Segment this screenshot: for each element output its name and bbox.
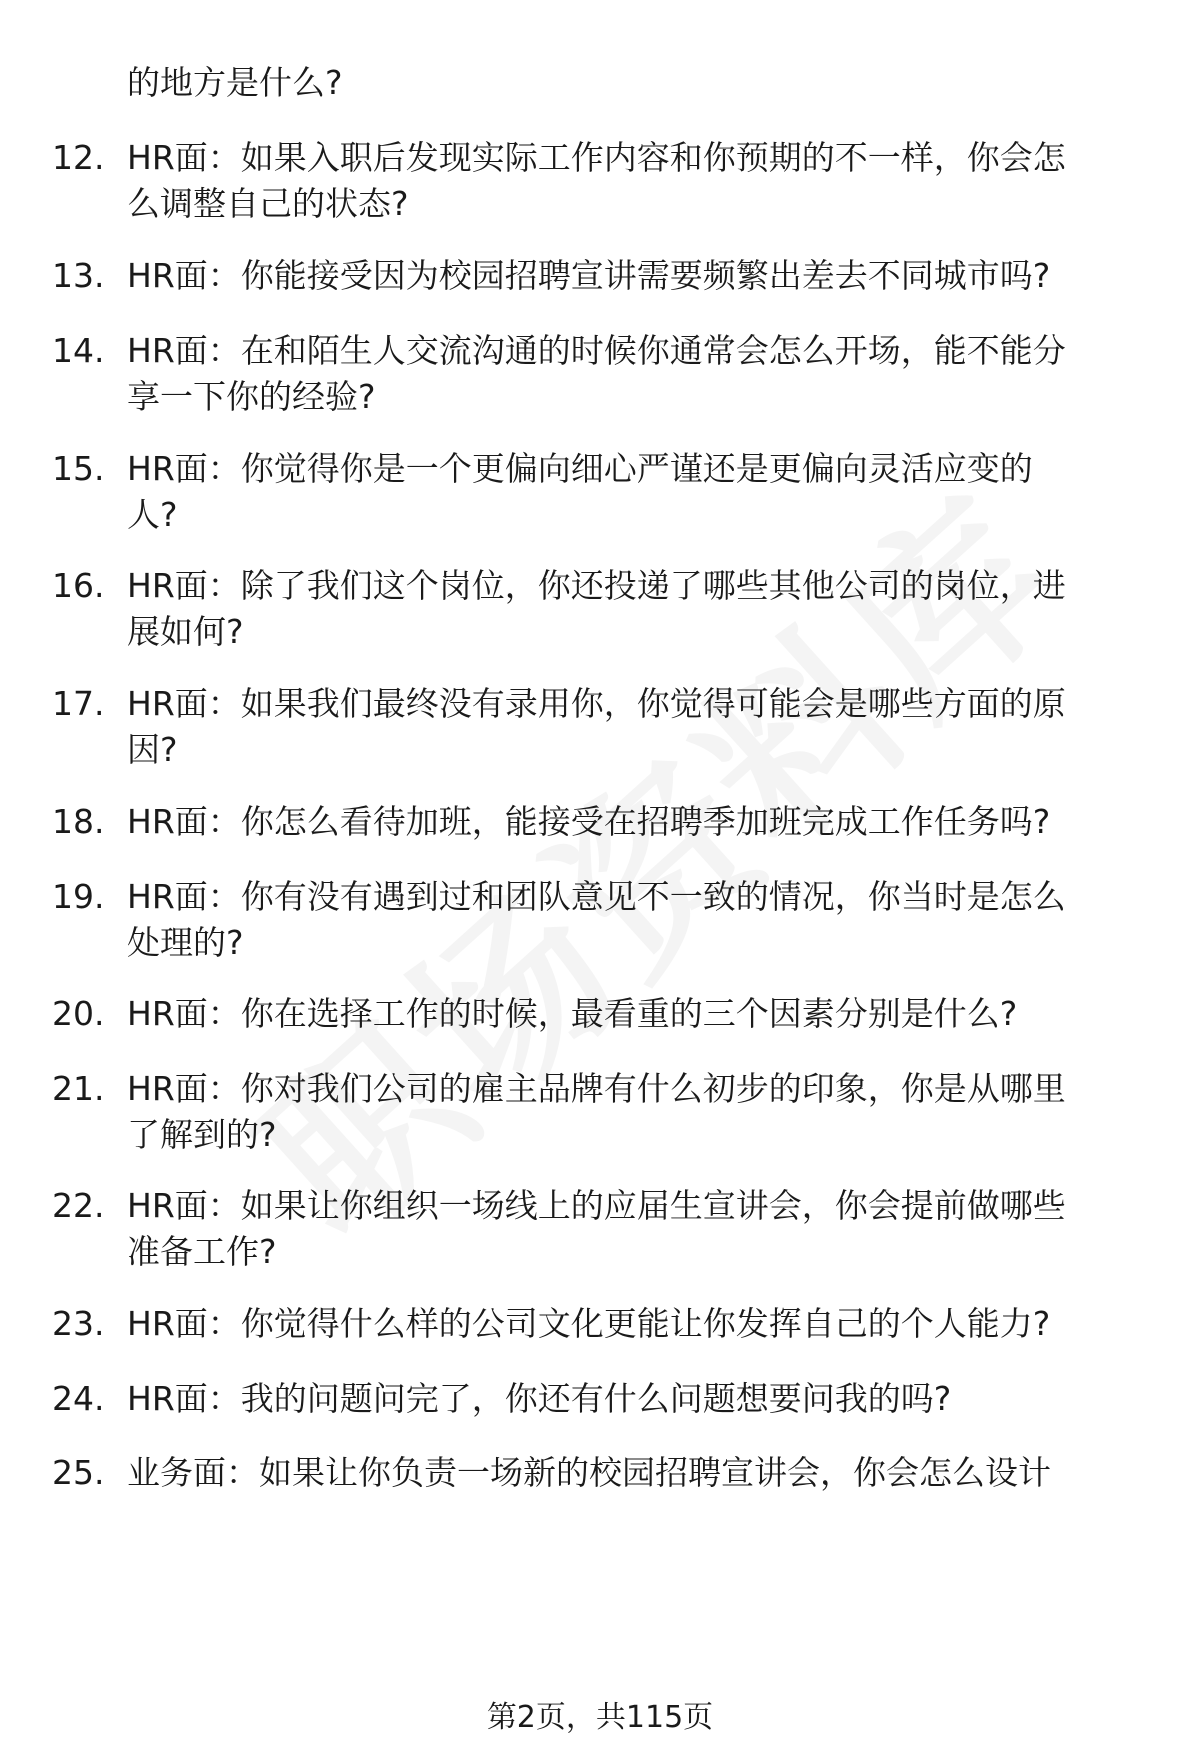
question-line: HR面：你对我们公司的雇主品牌有什么初步的印象，你是从哪里 xyxy=(127,1069,1066,1108)
question-line: 展如何? xyxy=(127,612,244,651)
question-text xyxy=(127,1376,1157,1422)
question-line: 么调整自己的状态? xyxy=(127,184,409,223)
question-number: 18. xyxy=(52,802,105,841)
question-line: HR面：你觉得什么样的公司文化更能让你发挥自己的个人能力? xyxy=(127,1304,1051,1343)
question-text xyxy=(127,1066,1157,1158)
question-line: HR面：在和陌生人交流沟通的时候你通常会怎么开场，能不能分 xyxy=(127,331,1066,370)
question-text xyxy=(127,135,1157,227)
question-text xyxy=(127,1301,1157,1347)
question-number: 23. xyxy=(52,1304,105,1343)
question-text xyxy=(127,563,1157,655)
question-number: 19. xyxy=(52,877,105,916)
watermark xyxy=(187,420,1113,1292)
question-line: HR面：如果入职后发现实际工作内容和你预期的不一样，你会怎 xyxy=(127,138,1066,177)
page-footer: 第2页，共115页 xyxy=(486,1700,714,1735)
question-line: 业务面：如果让你负责一场新的校园招聘宣讲会，你会怎么设计 xyxy=(127,1453,1051,1492)
question-text xyxy=(127,874,1157,966)
question-text xyxy=(127,1183,1157,1275)
question-line: HR面：你觉得你是一个更偏向细心严谨还是更偏向灵活应变的 xyxy=(127,449,1033,488)
question-line: 准备工作? xyxy=(127,1232,277,1271)
question-text xyxy=(127,1450,1157,1496)
question-text xyxy=(127,253,1157,299)
question-line: HR面：如果让你组织一场线上的应届生宣讲会，你会提前做哪些 xyxy=(127,1186,1066,1225)
question-number: 17. xyxy=(52,684,105,723)
question-text xyxy=(127,446,1157,538)
question-line: 享一下你的经验? xyxy=(127,377,376,416)
question-number: 16. xyxy=(52,566,105,605)
question-line: HR面：你能接受因为校园招聘宣讲需要频繁出差去不同城市吗? xyxy=(127,256,1051,295)
question-line: HR面：我的问题问完了，你还有什么问题想要问我的吗? xyxy=(127,1379,952,1418)
question-line: 处理的? xyxy=(127,923,244,962)
question-number: 20. xyxy=(52,994,105,1033)
question-line: HR面：除了我们这个岗位，你还投递了哪些其他公司的岗位，进 xyxy=(127,566,1066,605)
question-number: 22. xyxy=(52,1186,105,1225)
question-line: 因? xyxy=(127,730,178,769)
question-text xyxy=(127,681,1157,773)
question-number: 25. xyxy=(52,1453,105,1492)
question-text xyxy=(127,799,1157,845)
question-line: 人? xyxy=(127,495,178,534)
question-number: 14. xyxy=(52,331,105,370)
question-number: 24. xyxy=(52,1379,105,1418)
question-number: 12. xyxy=(52,138,105,177)
question-line: HR面：你有没有遇到过和团队意见不一致的情况，你当时是怎么 xyxy=(127,877,1066,916)
question-line: HR面：你怎么看待加班，能接受在招聘季加班完成工作任务吗? xyxy=(127,802,1051,841)
question-line: 了解到的? xyxy=(127,1115,277,1154)
question-text xyxy=(127,991,1157,1037)
question-line: HR面：如果我们最终没有录用你，你觉得可能会是哪些方面的原 xyxy=(127,684,1066,723)
question-number: 15. xyxy=(52,449,105,488)
question-number: 21. xyxy=(52,1069,105,1108)
question-line: HR面：你在选择工作的时候，最看重的三个因素分别是什么? xyxy=(127,994,1018,1033)
continuation-line: 的地方是什么? xyxy=(127,63,343,102)
question-number: 13. xyxy=(52,256,105,295)
question-text xyxy=(127,328,1157,420)
